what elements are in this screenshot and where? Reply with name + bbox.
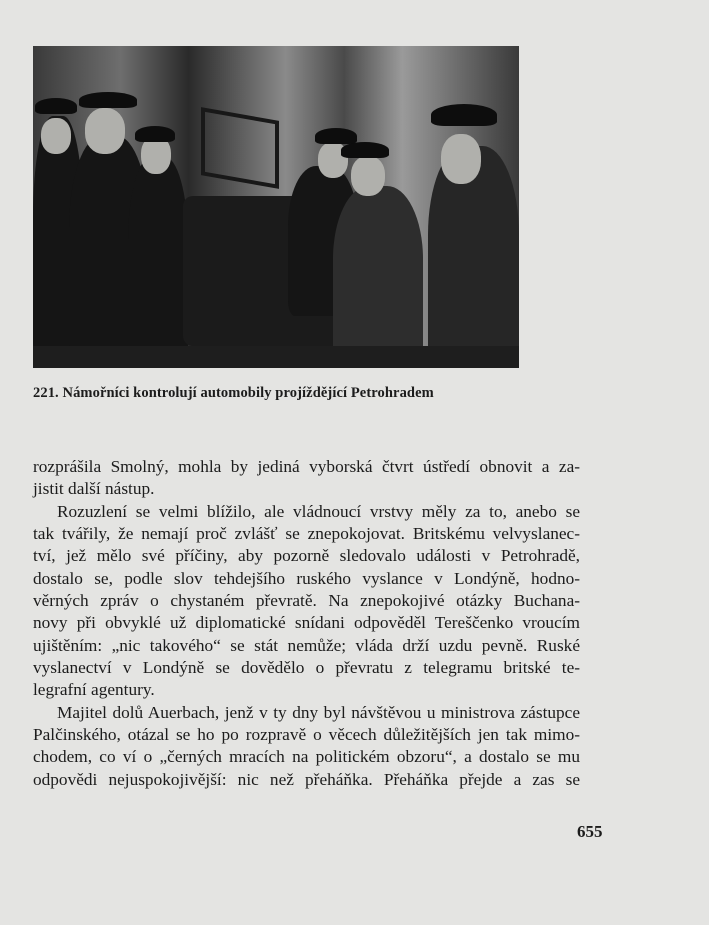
- figure-caption: [33, 385, 434, 402]
- text-line: věrných zpráv o chystaném převratě. Na znepokojivé otázky Buchana-: [33, 591, 580, 611]
- text-line: Rozuzlení se velmi blížilo, ale vládnoucí vrstvy měly za to, anebo se: [57, 501, 580, 521]
- text-line: vyslanectví v Londýně se dovědělo o převratu z telegramu britské te-: [33, 658, 580, 678]
- text-line: novy při obvyklé už diplomatické snídani odpověděl Tereščenko vroucím: [33, 613, 580, 633]
- figure-number: 221.: [33, 385, 59, 401]
- page-number: 655: [577, 822, 603, 841]
- text-line: rozprášila Smolný, mohla by jediná vyborská čtvrt ústředí obnovit a za-: [33, 457, 580, 476]
- photo-sailors-inspecting-car: [33, 46, 519, 368]
- text-line: odpovědi nejuspokojivější: nic než přeháňka. Přeháňka přejde a zas se: [33, 769, 580, 789]
- text-line: Palčinského, otázal se ho po rozpravě o věcech důležitějších jen tak mimo-: [33, 725, 580, 745]
- text-line: legrafní agentury.: [33, 680, 155, 700]
- text-line: dostalo se, podle slov tehdejšího ruského vyslance v Londýně, hodno-: [33, 568, 580, 588]
- text-line: tak tvářily, že nemají proč zvlášť se znepokojovat. Britskému velvyslanec-: [33, 524, 580, 544]
- text-line: Majitel dolů Auerbach, jenž v ty dny byl návštěvou u ministrova zástupce: [57, 702, 580, 722]
- text-line: tví, jež mělo své příčiny, aby pozorně sledovalo události v Petrohradě,: [33, 546, 580, 566]
- text-line: jistit další nástup.: [33, 479, 155, 499]
- figure-caption-text: Námořníci kontrolují automobily projíždějící Petrohradem: [62, 385, 434, 401]
- text-line: chodem, co ví o „černých mracích na politickém obzoru“, a dostalo se mu: [33, 747, 580, 767]
- body-text: [33, 456, 580, 791]
- text-line: ujištěním: „nic takového“ se stát nemůže; vláda drží uzdu pevně. Ruské: [33, 635, 580, 655]
